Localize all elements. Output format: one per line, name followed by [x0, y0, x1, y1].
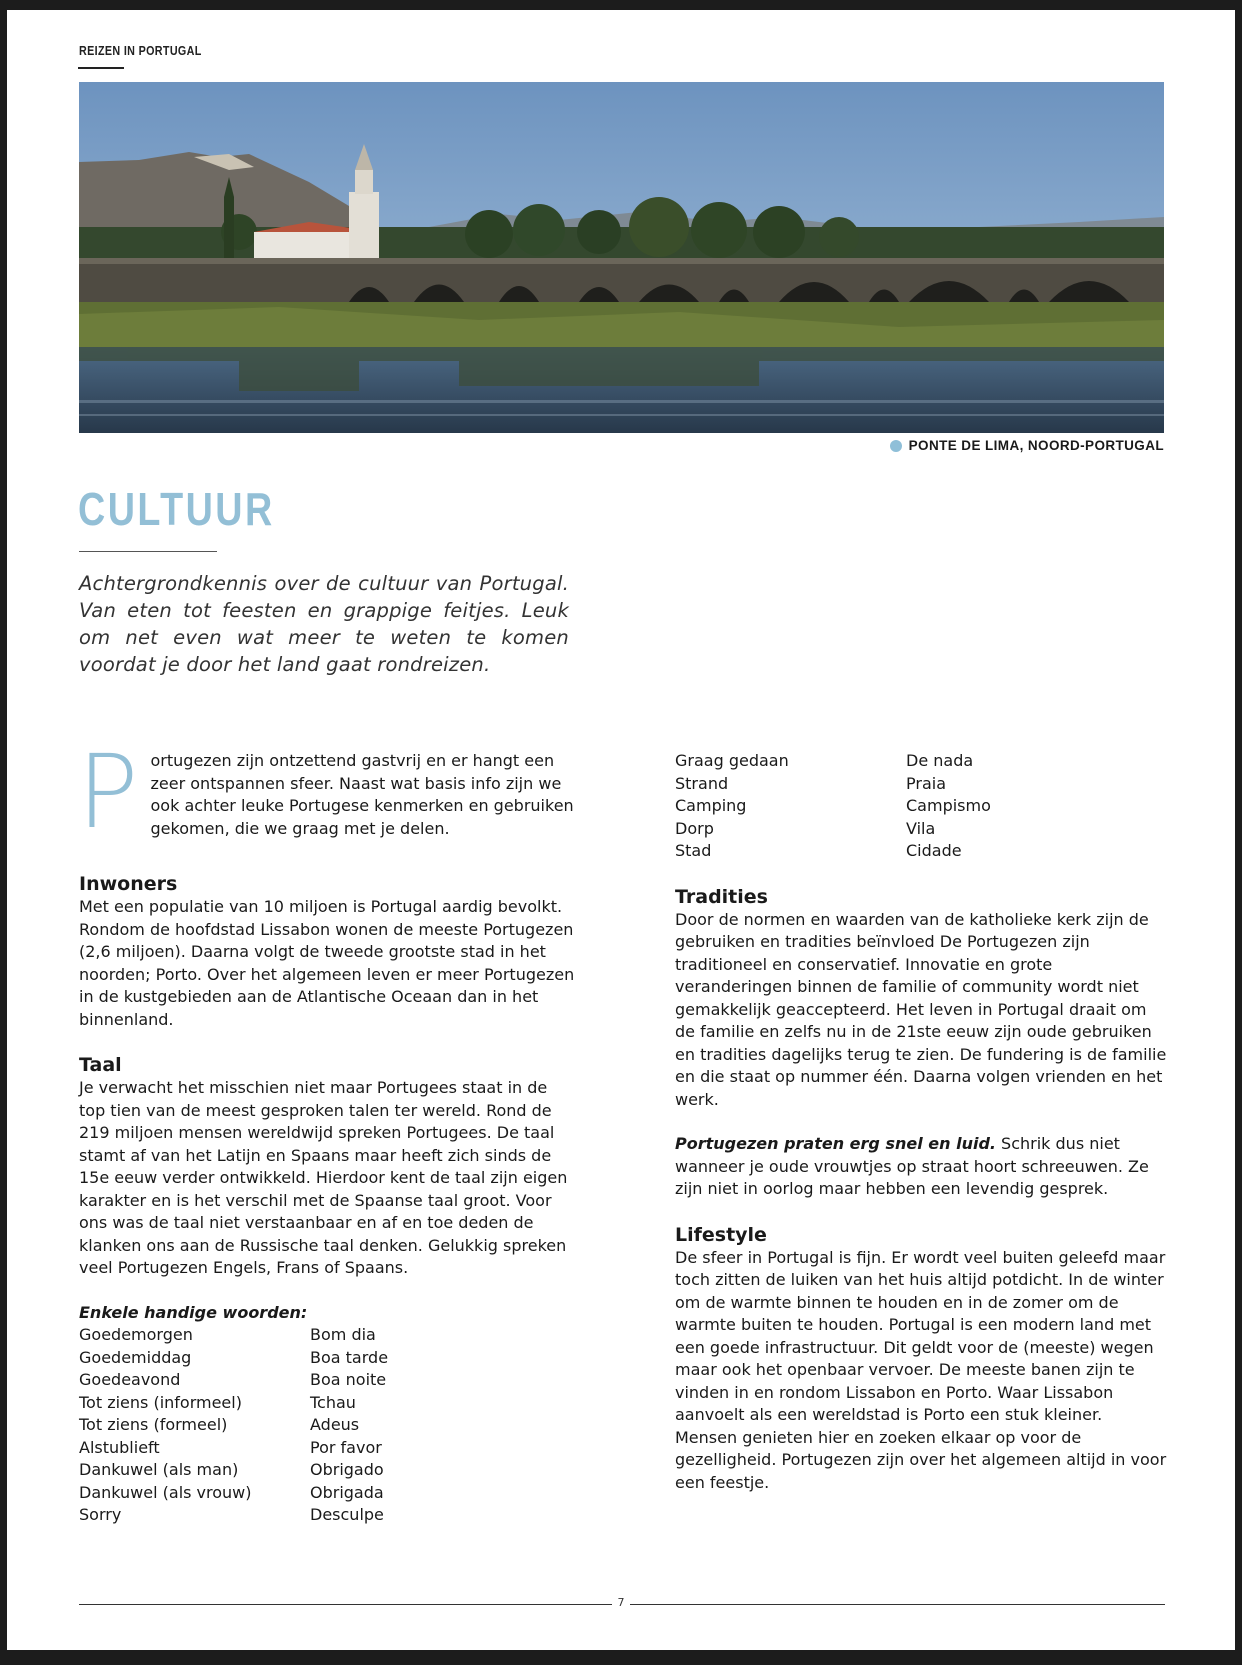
word-pt: Tchau [310, 1392, 356, 1412]
drop-cap: P [77, 733, 139, 852]
intro-text: ortugezen zijn ontzettend gastvrij en er hangt een zeer ontspannen sfeer. Naast wat basis info zijn we ook achter leuke Portugese kenmerken en gebruiken gekomen, die we graag met je delen. [150, 751, 574, 838]
word-pt: Por favor [310, 1437, 382, 1457]
text-taal: Je verwacht het misschien niet maar Portugees staat in de top tien van de meest gesproken talen ter wereld. Rond de 219 miljoen mensen wereldwijd spreken Portugees. De taal stamt af van het Latijn en Spaans maar heeft zich sinds de 15e eeuw verder ontwikkeld. Hierdoor kent de taal zijn eigen karakter en is het verschil met de Spaanse taal groot. Voor ons was de taal niet verstaanbaar en af en toe deden de klanken ons aan de Russische taal denken. Gelukkig spreken veel Portugezen Engels, Frans of Spaans. [79, 1078, 568, 1277]
photo-caption-text: PONTE DE LIMA, NOORD-PORTUGAL [908, 438, 1164, 453]
footer-rule-left [79, 1604, 612, 1605]
word-pt: Bom dia [310, 1325, 376, 1344]
photo-caption [890, 438, 1164, 453]
word-pt: Boa tarde [310, 1347, 389, 1367]
word-pt: Adeus [310, 1415, 360, 1434]
word-nl: Alstublieft [79, 1437, 160, 1457]
word-pt: De nada [906, 751, 974, 770]
magazine-page [7, 10, 1235, 1650]
footer-rule-right [630, 1604, 1165, 1605]
running-header: REIZEN IN PORTUGAL [79, 44, 202, 58]
word-pt: Cidade [906, 841, 962, 860]
hero-photo [79, 82, 1164, 433]
word-pt: Obrigada [310, 1482, 384, 1502]
word-nl: Goedemiddag [79, 1347, 192, 1367]
intro-paragraph [77, 733, 577, 862]
word-pt: Desculpe [310, 1505, 384, 1524]
word-list-right [675, 750, 1167, 863]
text-tradities-emphasis [675, 1133, 1167, 1201]
running-header-rule [78, 67, 124, 69]
word-pt: Boa noite [310, 1370, 387, 1389]
heading-lifestyle: Lifestyle [675, 1223, 767, 1246]
word-pt: Vila [906, 818, 936, 838]
word-nl: Stad [675, 841, 712, 860]
bridge-landscape-image [79, 82, 1164, 433]
heading-tradities: Tradities [675, 885, 768, 908]
word-nl: Dankuwel (als vrouw) [79, 1482, 252, 1502]
word-nl: Graag gedaan [675, 751, 789, 770]
word-nl: Sorry [79, 1505, 122, 1524]
word-nl: Camping [675, 796, 747, 815]
word-nl: Tot ziens (formeel) [79, 1415, 228, 1434]
caption-bullet-icon [890, 440, 902, 452]
section-lead: Achtergrondkennis over de cultuur van Portugal. Van eten tot feesten en grappige feitjes. Leuk om net even wat meer te weten te komen voordat je door het land gaat rondreizen. [79, 572, 569, 676]
words-heading: Enkele handige woorden: [79, 1302, 308, 1322]
word-pt: Praia [906, 773, 946, 793]
page-number: 7 [617, 1596, 625, 1609]
word-nl: Goedemorgen [79, 1325, 193, 1344]
word-nl: Dankuwel (als man) [79, 1460, 239, 1479]
heading-inwoners: Inwoners [79, 873, 178, 895]
text-tradities: Door de normen en waarden van de katholieke kerk zijn de gebruiken en tradities beïnvloed De Portugezen zijn traditioneel en conservatief. Innovatie en grote veranderingen binnen de familie of community wordt niet gemakkelijk geaccepteerd. Het leven in Portugal draait om de familie en zelfs nu in de 21ste eeuw zijn oude gebruiken en tradities dagelijks terug te zien. De fundering is de familie en die staat op nummer één. Daarna volgen vrienden en het werk. [675, 909, 1167, 1109]
word-nl: Strand [675, 773, 729, 793]
emphasis-lead: Portugezen praten erg snel en luid. [675, 1134, 996, 1153]
word-pt: Obrigado [310, 1460, 384, 1479]
heading-taal: Taal [79, 1054, 122, 1076]
text-inwoners: Met een populatie van 10 miljoen is Portugal aardig bevolkt. Rondom de hoofdstad Lissabon wonen de meeste Portugezen (2,6 miljoen). Daarna volgt de tweede grootste stad in het noorden; Porto. Over het algemeen leven er meer Portugezen in de kustgebieden aan de Atlantische Oceaan dan in het binnenland. [79, 897, 575, 1029]
right-column [675, 750, 1167, 1494]
word-nl: Tot ziens (informeel) [79, 1392, 242, 1412]
word-nl: Goedeavond [79, 1370, 181, 1389]
section-title-rule [79, 551, 217, 552]
section-title: CULTUUR [78, 483, 275, 535]
word-pt: Campismo [906, 796, 991, 815]
word-list-left [79, 1324, 577, 1527]
emphasis-rest: Schrik dus niet wanneer je oude vrouwtjes op straat hoort schreeuwen. Ze zijn niet in oorlog maar hebben een levendig gesprek. [675, 1134, 1149, 1198]
left-column [77, 733, 577, 1527]
text-lifestyle: De sfeer in Portugal is fijn. Er wordt veel buiten geleefd maar toch zitten de luiken van het huis altijd potdicht. In de winter om de warmte binnen te houden en in de zomer om de warmte buiten te houden. Portugal is een modern land met een goede infrastructuur. Dit geldt voor de (meeste) wegen maar ook het openbaar vervoer. De meeste banen zijn te vinden in en rondom Lissabon en Porto. Waar Lissabon aanvoelt als een wereldstad is Porto een stuk kleiner. Mensen genieten hier en zoeken elkaar op voor de gezelligheid. Portugezen zijn over het algemeen altijd in voor een feestje. [675, 1247, 1167, 1492]
word-nl: Dorp [675, 818, 714, 838]
